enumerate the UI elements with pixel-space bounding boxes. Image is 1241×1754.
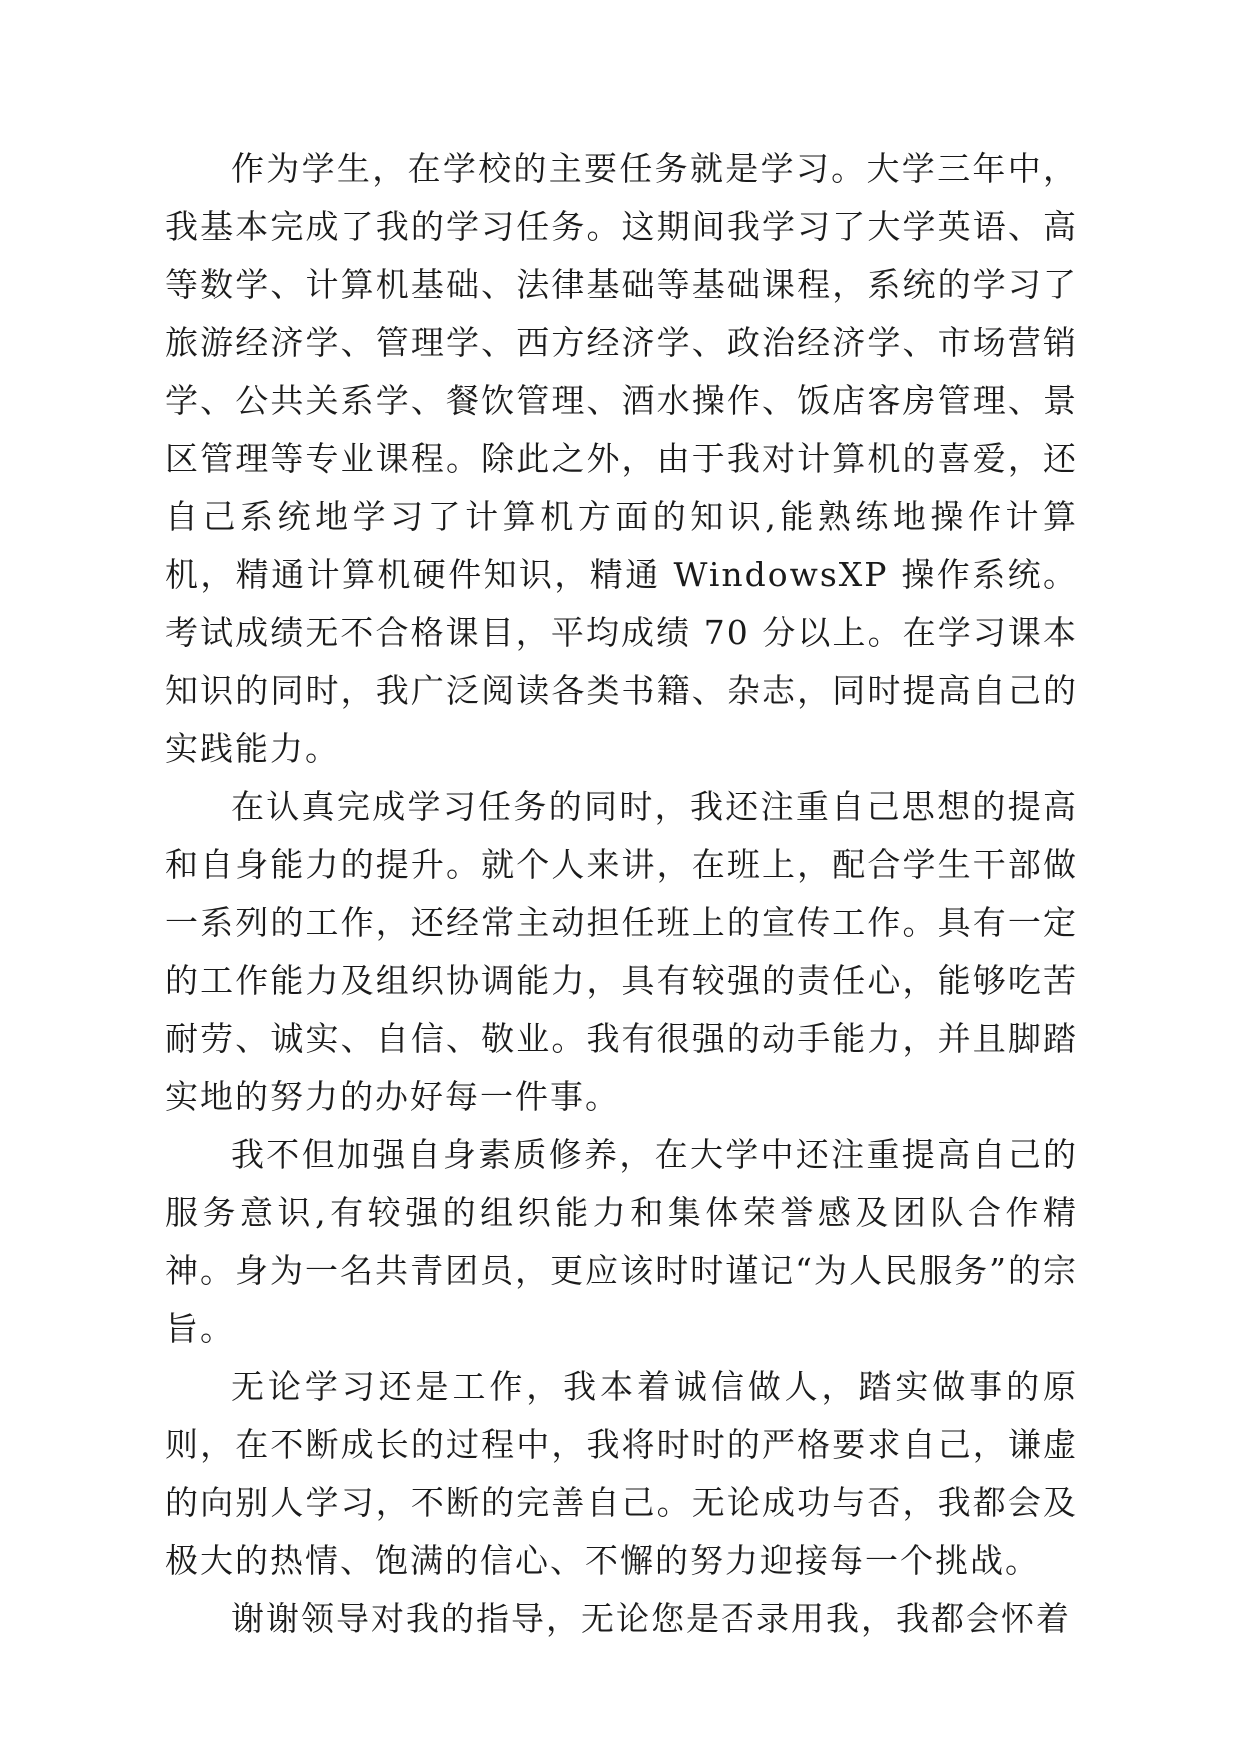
- document-text-body: [165, 140, 1078, 1648]
- paragraph-study-tasks: 作为学生，在学校的主要任务就是学习。大学三年中，我基本完成了我的学习任务。这期间我学习了大学英语、高等数学、计算机基础、法律基础等基础课程，系统的学习了旅游经济学、管理学、西方经济学、政治经济学、市场营销学、公共关系学、餐饮管理、酒水操作、饭店客房管理、景区管理等专业课程。除此之外，由于我对计算机的喜爱，还自己系统地学习了计算机方面的知识,能熟练地操作计算机，精通计算机硬件知识，精通 WindowsXP 操作系统。考试成绩无不合格课目，平均成绩 70 分以上。在学习课本知识的同时，我广泛阅读各类书籍、杂志，同时提高自己的实践能力。: [165, 149, 1078, 768]
- paragraph-service-awareness: 我不但加强自身素质修养，在大学中还注重提高自己的服务意识,有较强的组织能力和集体荣誉感及团队合作精神。身为一名共青团员，更应该时时谨记“为人民服务”的宗旨。: [165, 1135, 1078, 1348]
- paragraph-thanks-truncated: 谢谢领导对我的指导，无论您是否录用我，我都会怀着: [231, 1599, 1071, 1638]
- paragraph-self-improvement: 在认真完成学习任务的同时，我还注重自己思想的提高和自身能力的提升。就个人来讲，在班上，配合学生干部做一系列的工作，还经常主动担任班上的宣传工作。具有一定的工作能力及组织协调能力，具有较强的责任心，能够吃苦耐劳、诚实、自信、敬业。我有很强的动手能力，并且脚踏实地的努力的办好每一件事。: [165, 787, 1078, 1116]
- paragraph-principles: 无论学习还是工作，我本着诚信做人，踏实做事的原则，在不断成长的过程中，我将时时的严格要求自己，谦虚的向别人学习，不断的完善自己。无论成功与否，我都会及极大的热情、饱满的信心、不懈的努力迎接每一个挑战。: [165, 1367, 1078, 1580]
